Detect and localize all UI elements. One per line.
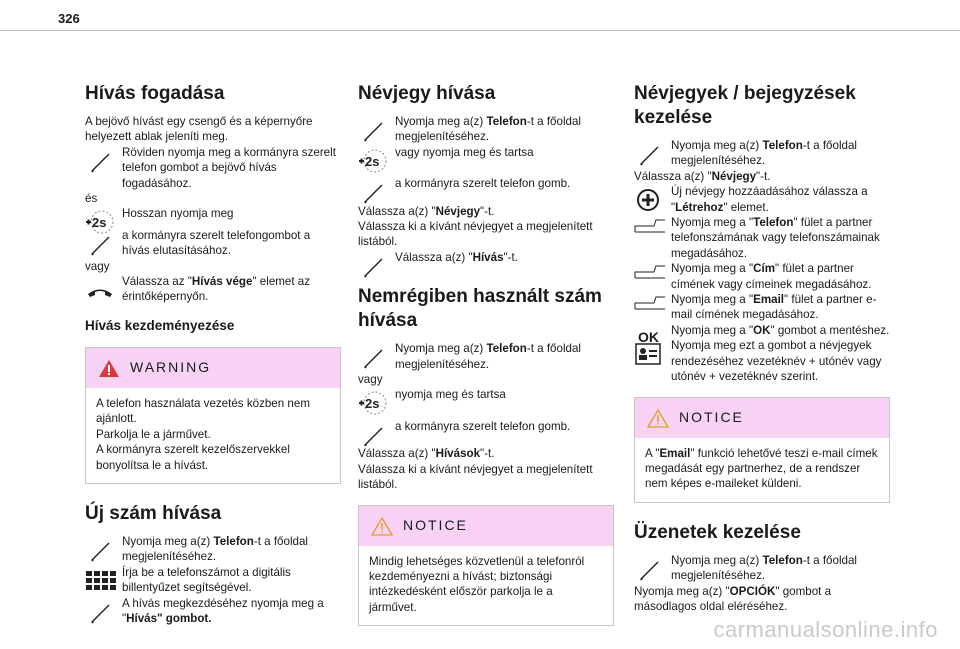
notice-text: A "Email" funkció lehetővé teszi e-mail címek megadását egy partnerhez, de a rendszer nem képes e-maileket küldeni. bbox=[645, 446, 878, 491]
ok-label-icon: OK bbox=[638, 328, 659, 345]
pen-stroke-icon bbox=[85, 537, 117, 563]
paragraph: Válassza a(z) "Névjegy"-t. bbox=[634, 169, 771, 183]
warning-text: A telefon használata vezetés közben nem ajánlott. Parkolja le a járművet. A kormányra szerelt kezelőszervekkel bonyolítsa le a hívást. bbox=[96, 396, 310, 472]
notice-box bbox=[358, 505, 614, 627]
paragraph: Röviden nyomja meg a kormányra szerelt telefon gombot a bejövő hívás fogadásához. bbox=[122, 145, 336, 190]
header-divider bbox=[0, 30, 960, 31]
instruction-row bbox=[358, 419, 614, 434]
paragraph: Új névjegy hozzáadásához válassza a "Létrehoz" elemet. bbox=[671, 185, 868, 214]
tab-outline-icon bbox=[634, 295, 666, 321]
paragraph: Válassza ki a kívánt névjegyet a megjelenített listából. bbox=[358, 462, 593, 492]
section-title-nevjegyek-kezelese: Névjegyek / bejegyzések kezelése bbox=[634, 83, 856, 128]
tab-outline-icon bbox=[634, 264, 666, 290]
notice-icon bbox=[371, 516, 403, 536]
hang-up-icon bbox=[85, 277, 117, 303]
keypad-icon bbox=[85, 568, 117, 594]
press-two-seconds-icon bbox=[358, 148, 390, 174]
instruction-row bbox=[85, 274, 341, 305]
column-3 bbox=[634, 78, 890, 614]
instruction-row bbox=[85, 206, 341, 231]
paragraph: Nyomja meg a(z) Telefon-t a főoldal megjelenítéséhez. bbox=[122, 534, 308, 564]
paragraph: A hívás megkezdéséhez nyomja meg a "Hívás" gombot. bbox=[122, 596, 324, 625]
paragraph: Válassza a(z) "Hívás"-t. bbox=[395, 250, 518, 264]
pen-stroke-icon bbox=[358, 179, 390, 205]
paragraph: Nyomja meg a(z) Telefon-t a főoldal megjelenítéséhez. bbox=[395, 115, 581, 144]
paragraph: Nyomja meg ezt a gombot a névjegyek rendezéséhez vezetéknév + utónév vagy utónév + vezetéknév szerint. bbox=[671, 339, 882, 384]
svg-text:2s: 2s bbox=[92, 215, 107, 231]
notice-icon bbox=[647, 408, 679, 428]
instruction-row bbox=[634, 261, 890, 292]
paragraph: vagy bbox=[358, 373, 383, 387]
instruction-row bbox=[634, 323, 890, 345]
instruction-row bbox=[634, 215, 890, 261]
instruction-row bbox=[634, 338, 890, 384]
instruction-row bbox=[358, 145, 614, 169]
paragraph: vagy nyomja meg és tartsa bbox=[395, 145, 534, 159]
paragraph: Nyomja meg a "Cím" fület a partner címének vagy címeinek megadásához. bbox=[671, 262, 872, 291]
warning-box bbox=[85, 347, 341, 484]
instruction-row bbox=[634, 292, 890, 323]
add-circle-icon bbox=[634, 187, 666, 213]
pen-stroke-icon bbox=[358, 117, 390, 143]
notice-text: Mindig lehetséges közvetlenül a telefonról kezdeményezni a hívást; biztonsági intézkedésként először parkolja le a járművet. bbox=[369, 554, 585, 614]
instruction-row bbox=[85, 534, 341, 565]
pen-stroke-icon bbox=[634, 556, 666, 582]
pen-stroke-icon bbox=[85, 231, 117, 257]
column-2 bbox=[358, 78, 614, 638]
warning-title: WARNING bbox=[130, 359, 212, 376]
section-title-uj-szam-hivasa: Új szám hívása bbox=[85, 502, 222, 524]
section-title-hivas-fogadasa: Hívás fogadása bbox=[85, 83, 225, 104]
instruction-row bbox=[634, 138, 890, 169]
paragraph: Nyomja meg a(z) "OPCIÓK" gombot a másodlagos oldal eléréséhez. bbox=[634, 584, 832, 613]
page-number: 326 bbox=[58, 11, 80, 26]
watermark: carmanualsonline.info bbox=[713, 617, 938, 642]
paragraph: Válassza a(z) "Névjegy"-t. bbox=[358, 204, 495, 218]
svg-text:2s: 2s bbox=[365, 396, 380, 412]
section-title-nemregiben: Nemrégiben használt szám hívása bbox=[358, 286, 602, 332]
svg-text:2s: 2s bbox=[365, 153, 380, 169]
notice-box bbox=[634, 397, 890, 503]
notice-title: NOTICE bbox=[403, 516, 468, 533]
sort-contacts-icon bbox=[634, 341, 666, 367]
pen-stroke-icon bbox=[85, 599, 117, 625]
paragraph: Válassza ki a kívánt névjegyet a megjelenített listából. bbox=[358, 220, 593, 249]
warning-icon bbox=[98, 358, 130, 378]
section-title-nevjegy-hivasa: Névjegy hívása bbox=[358, 83, 496, 104]
press-two-seconds-icon bbox=[358, 390, 390, 416]
paragraph: Írja be a telefonszámot a digitális billentyűzet segítségével. bbox=[122, 565, 291, 595]
paragraph: Válassza az "Hívás vége" elemet az érintőképernyőn. bbox=[122, 275, 311, 304]
tab-outline-icon bbox=[634, 218, 666, 244]
instruction-row bbox=[358, 176, 614, 191]
paragraph: Nyomja meg a "Telefon" fület a partner telefonszámának vagy telefonszámainak megadásához. bbox=[671, 216, 880, 260]
instruction-row bbox=[358, 387, 614, 412]
notice-title: NOTICE bbox=[679, 408, 744, 425]
paragraph: Nyomja meg a "Email" fület a partner e-mail címének megadásához. bbox=[671, 293, 877, 322]
paragraph: vagy bbox=[85, 259, 110, 273]
instruction-row bbox=[634, 553, 890, 584]
instruction-row bbox=[634, 184, 890, 215]
paragraph: Nyomja meg a "OK" gombot a mentéshez. bbox=[671, 323, 890, 337]
instruction-row bbox=[85, 145, 341, 191]
column-1 bbox=[85, 78, 341, 626]
paragraph: a kormányra szerelt telefon gomb. bbox=[395, 419, 571, 433]
paragraph: Nyomja meg a(z) Telefon-t a főoldal megjelenítéséhez. bbox=[671, 553, 857, 583]
paragraph: Válassza a(z) "Hívások"-t. bbox=[358, 447, 495, 461]
subsection-title: Hívás kezdeményezése bbox=[85, 317, 235, 333]
paragraph: nyomja meg és tartsa bbox=[395, 388, 506, 402]
paragraph: a kormányra szerelt telefon gomb. bbox=[395, 177, 571, 191]
instruction-row bbox=[85, 596, 341, 627]
pen-stroke-icon bbox=[85, 148, 117, 174]
section-title-uzenetek-kezelese: Üzenetek kezelése bbox=[634, 521, 801, 543]
instruction-row bbox=[358, 114, 614, 145]
instruction-row bbox=[85, 228, 341, 259]
pen-stroke-icon bbox=[358, 253, 390, 279]
paragraph: A bejövő hívást egy csengő és a képernyőre helyezett ablak jeleníti meg. bbox=[85, 115, 313, 144]
paragraph: Nyomja meg a(z) Telefon-t a főoldal megjelenítéséhez. bbox=[395, 342, 581, 371]
paragraph: Hosszan nyomja meg bbox=[122, 207, 234, 221]
instruction-row bbox=[85, 565, 341, 596]
paragraph: a kormányra szerelt telefongombot a hívás elutasításához. bbox=[122, 228, 311, 258]
pen-stroke-icon bbox=[358, 344, 390, 370]
instruction-row bbox=[358, 341, 614, 372]
pen-stroke-icon bbox=[634, 141, 666, 167]
pen-stroke-icon bbox=[358, 422, 390, 448]
instruction-row bbox=[358, 250, 614, 265]
paragraph: és bbox=[85, 192, 98, 206]
paragraph: Nyomja meg a(z) Telefon-t a főoldal megjelenítéséhez. bbox=[671, 139, 857, 168]
